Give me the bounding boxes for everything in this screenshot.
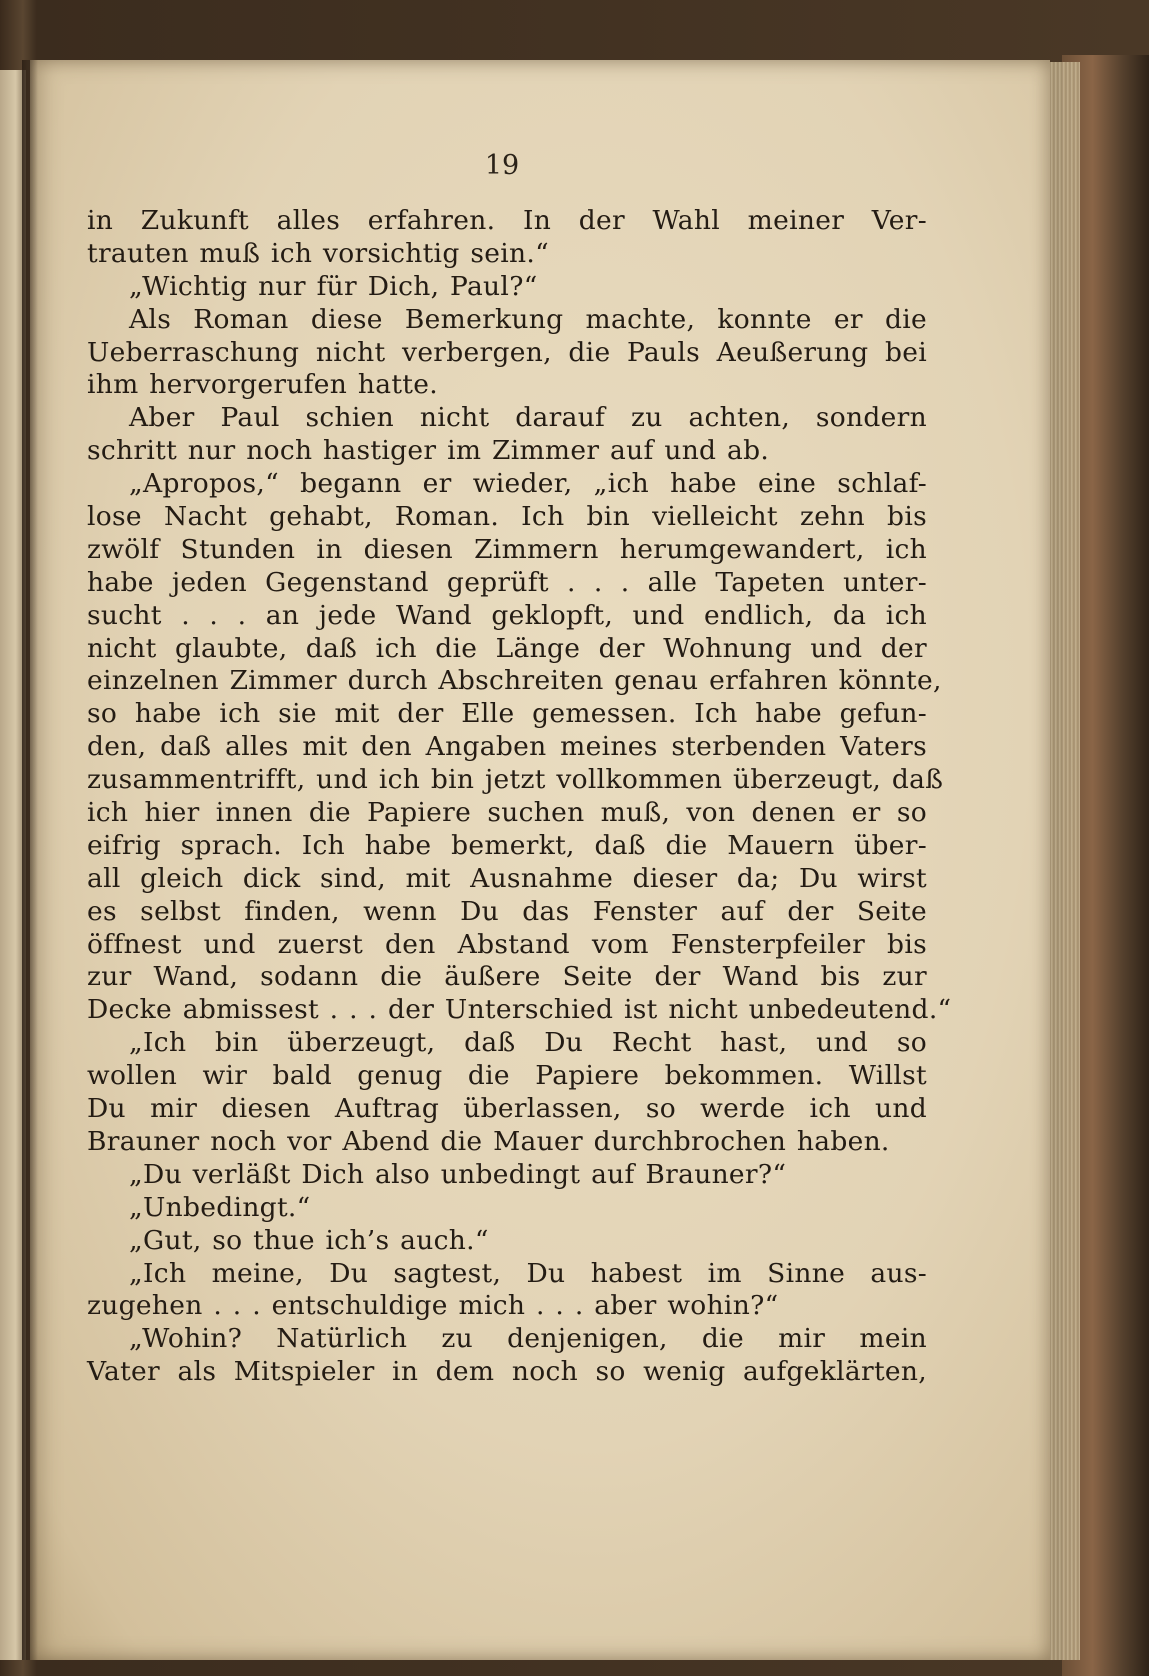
text-line: zwölf Stunden in diesen Zimmern herumgewandert, ich bbox=[87, 533, 927, 565]
text-line: „Ich meine, Du sagtest, Du habest im Sinne aus- bbox=[129, 1257, 927, 1289]
text-line: Decke abmissest . . . der Unterschied ist nicht unbedeutend.“ bbox=[87, 994, 952, 1026]
text-line: den, daß alles mit den Angaben meines sterbenden Vaters bbox=[87, 731, 927, 763]
text-line: habe jeden Gegenstand geprüft . . . alle Tapeten unter- bbox=[87, 566, 927, 598]
text-line: ich hier innen die Papiere suchen muß, von denen er so bbox=[87, 797, 927, 829]
page-text bbox=[87, 205, 952, 1389]
text-line: Ueberraschung nicht verbergen, die Pauls Aeußerung bei bbox=[87, 336, 927, 368]
text-line: Du mir diesen Auftrag überlassen, so werde ich und bbox=[87, 1093, 927, 1125]
text-line: nicht glaubte, daß ich die Länge der Wohnung und der bbox=[87, 632, 927, 664]
text-line: „Apropos,“ begann er wieder, „ich habe eine schlaf- bbox=[129, 468, 927, 500]
text-line: sucht . . . an jede Wand geklopft, und endlich, da ich bbox=[87, 599, 927, 631]
text-line: all gleich dick sind, mit Ausnahme dieser da; Du wirst bbox=[87, 862, 927, 894]
binding-shadow bbox=[22, 60, 38, 1660]
text-line: zusammentrifft, und ich bin jetzt vollkommen überzeugt, daß bbox=[87, 764, 944, 796]
text-line: „Wohin? Natürlich zu denjenigen, die mir mein bbox=[129, 1323, 927, 1355]
text-line: „Unbedingt.“ bbox=[129, 1191, 311, 1223]
text-line: Brauner noch vor Abend die Mauer durchbrochen haben. bbox=[87, 1125, 890, 1157]
text-line: öffnest und zuerst den Abstand vom Fensterpfeiler bis bbox=[87, 928, 927, 960]
text-line: „Ich bin überzeugt, daß Du Recht hast, und so bbox=[129, 1027, 927, 1059]
text-line: in Zukunft alles erfahren. In der Wahl meiner Ver- bbox=[87, 205, 927, 236]
text-line: eifrig sprach. Ich habe bemerkt, daß die Mauern über- bbox=[87, 829, 927, 861]
text-line: so habe ich sie mit der Elle gemessen. Ich habe gefun- bbox=[87, 698, 927, 730]
text-line: zur Wand, sodann die äußere Seite der Wand bis zur bbox=[87, 961, 927, 993]
book-page bbox=[30, 60, 1050, 1660]
text-line: wollen wir bald genug die Papiere bekommen. Willst bbox=[87, 1060, 927, 1092]
text-line: zugehen . . . entschuldige mich . . . aber wohin?“ bbox=[87, 1290, 779, 1322]
text-line: Vater als Mitspieler in dem noch so wenig aufgeklärten, bbox=[87, 1356, 927, 1388]
text-line: lose Nacht gehabt, Roman. Ich bin vielleicht zehn bis bbox=[87, 501, 927, 533]
text-line: „Du verläßt Dich also unbedingt auf Brauner?“ bbox=[129, 1158, 787, 1190]
text-line: „Gut, so thue ich’s auch.“ bbox=[129, 1224, 489, 1256]
text-line: einzelnen Zimmer durch Abschreiten genau erfahren könnte, bbox=[87, 665, 942, 697]
text-line: „Wichtig nur für Dich, Paul?“ bbox=[129, 270, 538, 302]
text-line: Als Roman diese Bemerkung machte, konnte er die bbox=[129, 303, 927, 335]
text-line: Aber Paul schien nicht darauf zu achten, sondern bbox=[129, 402, 927, 434]
page-number: 19 bbox=[484, 150, 520, 181]
text-line: trauten muß ich vorsichtig sein.“ bbox=[87, 237, 549, 269]
text-line: schritt nur noch hastiger im Zimmer auf und ab. bbox=[87, 435, 770, 467]
text-line: es selbst finden, wenn Du das Fenster auf der Seite bbox=[87, 895, 927, 927]
text-line: ihm hervorgerufen hatte. bbox=[87, 369, 438, 401]
